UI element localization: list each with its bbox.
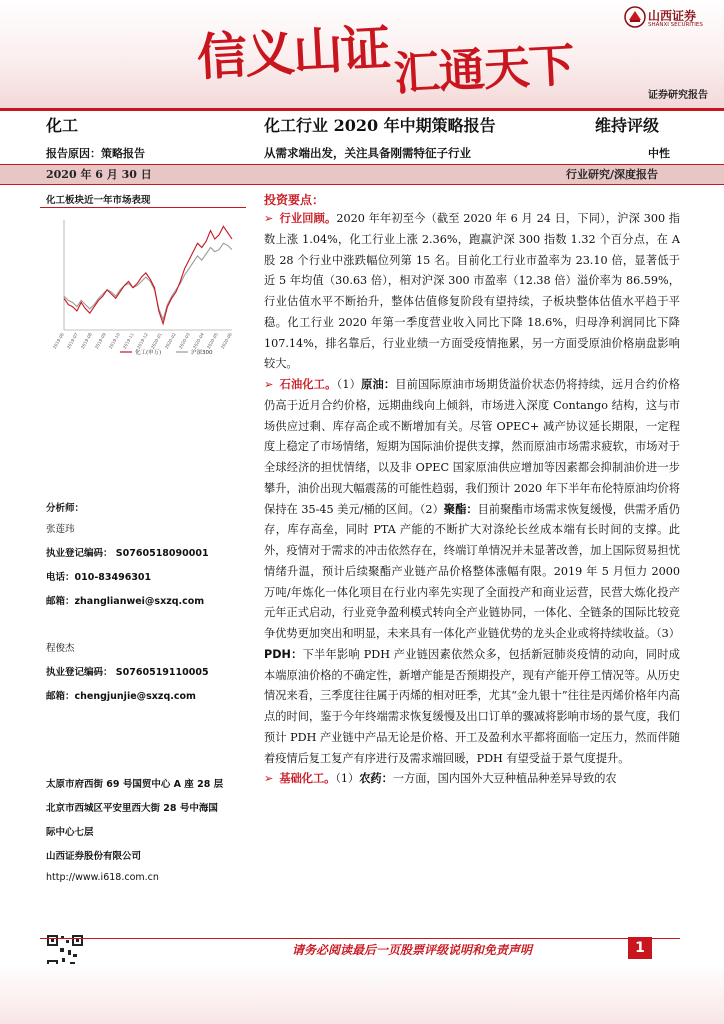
x-tick-label: 2019-06: [51, 332, 65, 350]
p3-text-pesticide: 一方面，国内国外大豆种植品种差异导致的农: [392, 772, 617, 786]
x-tick-label: 2020-03: [177, 332, 191, 350]
bottom-band: [0, 964, 724, 1024]
chart-title-rule: [40, 207, 246, 208]
p2-text-polyester: 目前聚酯市场需求恢复缓慢，供需矛盾仍存，库存高垒，同时 PTA 产能的不断扩大对涤纶长丝成本端有长时间的支撑。此外，疫情对于需求的冲击依然存在，终端订单情况并未显著改善，加上国际贸易担忧情绪升温，预计后续聚酯产业链产品价格整体涨幅有限。2019 年 5 月恒力 2000 万吨/年炼化一体化项目在行业内率先实现了全面投产和商业运营，民营大炼化投产元年正式启动，行业竞争盈利模式转向全产业链协同，一体化、全链条的国际比较竞争优势更加突出和明显，未来具有一体化产业链优势的龙头企业或将持续收益。（3）: [264, 502, 680, 640]
x-tick-label: 2019-10: [107, 332, 121, 350]
paragraph-industry-review: [264, 209, 680, 375]
address-line-2: 北京市西城区平安里西大街 28 号中海国: [46, 803, 218, 814]
p2-heading: 石油化工。: [279, 378, 337, 391]
rating-value: 中性: [648, 147, 670, 160]
paragraph-petrochem: [264, 375, 680, 769]
performance-chart: [44, 212, 240, 362]
header-rule: [0, 108, 724, 111]
x-tick-label: 2019-12: [135, 332, 149, 350]
slogan-right: 汇通天下: [392, 37, 576, 101]
x-tick-label: 2019-09: [93, 332, 107, 350]
page-number: 1: [628, 937, 652, 959]
analyst-2-cert: 执业登记编码： S0760519110005: [46, 667, 209, 678]
x-tick-label: 2020-06: [219, 332, 233, 350]
p2-key-oil: 原油：: [361, 378, 396, 391]
report-subtitle: 从需求端出发，关注具备刚需特征子行业: [264, 146, 471, 160]
address-line-3: 际中心七层: [46, 827, 94, 838]
report-date: 2020 年 6 月 30 日: [46, 168, 152, 181]
p2-text-oil: 目前国际原油市场期货溢价状态仍将持续，远月合约价格仍高于近月合约价格，远期曲线向上倾斜，市场进入深度 Contango 结构，这与市场供应过剩、库存高企或不断增加有关。尽管 OPEC+ 减产协议延长期限，一定程度上稳定了市场情绪，短期为国际油价提供支撑，然而原油市场需求疲软，市场对于全球经济的担忧情绪，以及非 OPEC 国家原油供应增加等因素都会抑制油价进一步攀升，油价出现大幅震荡的可能性趋弱，我们预计 2020 年下半年布伦特原油均价将保持在 35-45 美元/桶的区间。（2）: [264, 378, 680, 516]
logo-name-cn: 山西证券: [648, 9, 697, 23]
x-tick-label: 2020-05: [205, 332, 219, 350]
disclaimer: 请务必阅读最后一页股票评级说明和免责声明: [292, 943, 533, 957]
address-line-1: 太原市府西街 69 号国贸中心 A 座 28 层: [46, 779, 224, 790]
series-line-0: [64, 226, 232, 323]
p2-text-pdh: 下半年影响 PDH 产业链因素依然众多，包括新冠肺炎疫情的动向，同时成本端原油价格的不确定性，新增产能是否预期投产，现有产能开停工情况等。从历史情况来看，三季度往往属于丙烯的相对旺季，尤其“金九银十”往往是丙烯价格年内高点的时间，鉴于今年终端需求恢复缓慢及出口订单的骤减将影响市场的景气度，我们预计 PDH 产业链中产品无论是价格、开工及盈利水平都将面临一定压力，然而伴随着疫情后复工复产有序进行及需求端回暖，PDH 有望受益于景气度提升。: [264, 647, 680, 765]
company-logo-icon: [624, 6, 646, 28]
bullet-arrow-icon: ➢: [264, 212, 274, 225]
analyst-2-email[interactable]: 邮箱：chengjunjie@sxzq.com: [46, 691, 196, 702]
legend-label: 化工(申万): [135, 350, 162, 356]
analysts-heading: 分析师：: [46, 503, 85, 514]
x-tick-label: 2019-11: [121, 332, 135, 350]
company-name: 山西证券股份有限公司: [46, 851, 142, 862]
analyst-1-email[interactable]: 邮箱：zhanglianwei@sxzq.com: [46, 596, 205, 607]
section-title: 投资要点：: [264, 193, 325, 207]
paragraph-basic-chem: [264, 769, 680, 790]
rating-label: 维持评级: [595, 116, 660, 135]
series-line-1: [64, 243, 232, 319]
p2-key-polyester: 聚酯：: [443, 502, 478, 516]
p3-num-1: （1）: [335, 772, 360, 786]
x-tick-label: 2020-04: [191, 332, 205, 350]
analyst-1-phone: 电话：010-83496301: [46, 572, 152, 583]
x-tick-label: 2020-01: [149, 332, 163, 350]
report-title: 化工行业 2020 年中期策略报告: [264, 116, 496, 135]
analyst-1-name: 张莲玮: [46, 524, 75, 535]
p3-heading: 基础化工。: [279, 772, 336, 786]
p1-heading: 行业回顾。: [279, 212, 337, 225]
report-type: 证券研究报告: [648, 90, 708, 101]
logo-name-en: SHANXI SECURITIES: [648, 22, 703, 28]
p1-text: 2020 年年初至今（截至 2020 年 6 月 24 日，下同），沪深 300 指数上涨 1.04%，化工行业上涨 2.36%，跑赢沪深 300 指数 1.32 个百分点，在 A 股 28 个行业中涨跌幅位列第 15 名。目前化工行业市盈率为 23.10 倍，显著低于近 5 年均值（30.63 倍），相对沪深 300 市盈率（12.38 倍）溢价率为 86.59%，行业估值水平不断抬升，整体估值修复阶段有望持续，子板块整体估值水平趋于平稳。化工行业 2020 年第一季度营业收入同比下降 18.6%，归母净利润同比下降 107.14%，排名靠后，行业业绩一方面受疫情拖累，另一方面受原油价格崩盘影响较大。: [264, 212, 680, 371]
p2-num-1: （1）: [336, 378, 362, 391]
x-tick-label: 2019-08: [79, 332, 93, 350]
sector-label: 化工: [46, 116, 79, 135]
slogan-left: 信义山证: [195, 17, 391, 87]
company-url[interactable]: http://www.i618.com.cn: [46, 872, 159, 883]
bullet-arrow-icon: ➢: [264, 772, 274, 786]
x-tick-label: 2019-07: [65, 332, 79, 350]
footer-rule: [40, 938, 680, 939]
main-content: [264, 209, 680, 790]
chart-title: 化工板块近一年市场表现: [46, 195, 151, 206]
p2-key-pdh: PDH：: [264, 647, 303, 661]
report-tag: 行业研究/深度报告: [566, 168, 659, 181]
analyst-1-cert: 执业登记编码： S0760518090001: [46, 548, 209, 559]
legend-label: 沪深300: [191, 350, 213, 356]
bullet-arrow-icon: ➢: [264, 378, 274, 391]
report-reason: 报告原因：策略报告: [46, 147, 145, 160]
x-tick-label: 2020-02: [163, 332, 177, 350]
p3-key-pesticide: 农药：: [359, 772, 393, 786]
analyst-2-name: 程俊杰: [46, 643, 75, 654]
